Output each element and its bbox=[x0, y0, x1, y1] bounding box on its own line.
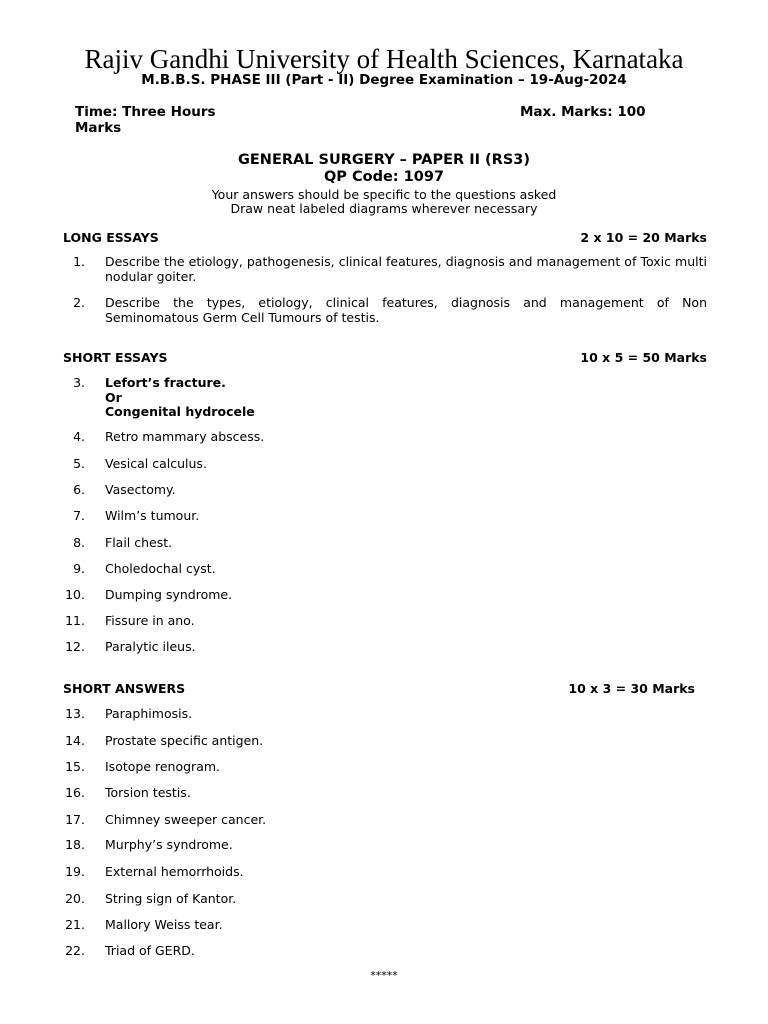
question-item bbox=[63, 296, 707, 325]
question-item bbox=[63, 786, 707, 801]
question-number: 12. bbox=[65, 639, 85, 654]
question-text: Flail chest. bbox=[105, 535, 173, 550]
section-title-short-essays: SHORT ESSAYS bbox=[63, 350, 168, 365]
question-text: Fissure in ano. bbox=[105, 613, 195, 628]
question-number: 22. bbox=[65, 943, 85, 958]
subject-title: GENERAL SURGERY – PAPER II (RS3) bbox=[238, 152, 530, 168]
question-number: 7. bbox=[73, 508, 85, 523]
end-of-paper-mark: ***** bbox=[370, 969, 398, 982]
question-text: Paraphimosis. bbox=[105, 706, 193, 721]
question-number: 3. bbox=[73, 375, 85, 390]
choice-a: Lefort’s fracture. bbox=[105, 375, 226, 390]
section-marks-short-essays: 10 x 5 = 50 Marks bbox=[580, 350, 707, 365]
question-text: Describe the etiology, pathogenesis, clinical features, diagnosis and management of Toxic multi nodular goiter. bbox=[105, 254, 707, 284]
question-text: Paralytic ileus. bbox=[105, 639, 196, 654]
university-name: Rajiv Gandhi University of Health Sciences, Karnataka bbox=[84, 44, 684, 74]
question-item bbox=[63, 483, 707, 498]
question-number: 19. bbox=[65, 864, 85, 879]
question-number: 11. bbox=[65, 613, 85, 628]
question-item bbox=[63, 918, 707, 933]
section-marks-long-essays: 2 x 10 = 20 Marks bbox=[580, 230, 707, 245]
question-number: 9. bbox=[73, 561, 85, 576]
question-number: 21. bbox=[65, 917, 85, 932]
question-number: 10. bbox=[65, 587, 85, 602]
question-item bbox=[63, 892, 707, 907]
time-info bbox=[75, 104, 275, 136]
question-item bbox=[63, 865, 707, 880]
question-text: Mallory Weiss tear. bbox=[105, 917, 223, 932]
instruction-specific: Your answers should be specific to the questions asked bbox=[211, 187, 557, 202]
question-text: Vasectomy. bbox=[105, 482, 176, 497]
question-number: 13. bbox=[65, 706, 85, 721]
question-number: 6. bbox=[73, 482, 85, 497]
question-number: 2. bbox=[73, 295, 85, 310]
question-number: 17. bbox=[65, 812, 85, 827]
question-number: 14. bbox=[65, 733, 85, 748]
question-item bbox=[63, 509, 707, 524]
question-text bbox=[105, 376, 707, 420]
question-item bbox=[63, 376, 707, 420]
section-title-long-essays: LONG ESSAYS bbox=[63, 230, 159, 245]
question-text: String sign of Kantor. bbox=[105, 891, 237, 906]
question-text: Vesical calculus. bbox=[105, 456, 207, 471]
question-text: Prostate specific antigen. bbox=[105, 733, 264, 748]
instruction-diagrams: Draw neat labeled diagrams wherever necessary bbox=[230, 201, 538, 216]
time-line: Time: Three Hours bbox=[75, 104, 216, 120]
question-text: Chimney sweeper cancer. bbox=[105, 812, 267, 827]
question-number: 15. bbox=[65, 759, 85, 774]
exam-title: M.B.B.S. PHASE III (Part - II) Degree Examination – 19-Aug-2024 bbox=[141, 72, 627, 88]
question-text: Isotope renogram. bbox=[105, 759, 221, 774]
question-item bbox=[63, 430, 707, 445]
question-text: Retro mammary abscess. bbox=[105, 429, 265, 444]
section-title-short-answers: SHORT ANSWERS bbox=[63, 681, 186, 696]
question-text: Triad of GERD. bbox=[105, 943, 195, 958]
question-item bbox=[63, 734, 707, 749]
question-item bbox=[63, 255, 707, 284]
question-number: 1. bbox=[73, 254, 85, 269]
question-item bbox=[63, 838, 707, 853]
question-text: Dumping syndrome. bbox=[105, 587, 233, 602]
question-number: 8. bbox=[73, 535, 85, 550]
question-item bbox=[63, 640, 707, 655]
question-number: 4. bbox=[73, 429, 85, 444]
question-item bbox=[63, 813, 707, 828]
choice-b: Congenital hydrocele bbox=[105, 404, 255, 419]
question-number: 5. bbox=[73, 456, 85, 471]
question-item bbox=[63, 614, 707, 629]
question-item bbox=[63, 562, 707, 577]
question-item bbox=[63, 707, 707, 722]
question-number: 18. bbox=[65, 837, 85, 852]
question-text: Murphy’s syndrome. bbox=[105, 837, 233, 852]
max-marks: Max. Marks: 100 bbox=[520, 104, 646, 120]
question-item bbox=[63, 457, 707, 472]
question-number: 16. bbox=[65, 785, 85, 800]
choice-or: Or bbox=[105, 389, 122, 405]
question-text: Describe the types, etiology, clinical features, diagnosis and management of Non Seminomatous Germ Cell Tumours of testis. bbox=[105, 295, 707, 325]
question-item bbox=[63, 536, 707, 551]
question-item bbox=[63, 944, 707, 959]
qp-code: QP Code: 1097 bbox=[323, 169, 445, 185]
question-text: Wilm’s tumour. bbox=[105, 508, 200, 523]
question-text: Choledochal cyst. bbox=[105, 561, 216, 576]
time-marks-line: Marks bbox=[75, 120, 122, 136]
question-text: Torsion testis. bbox=[105, 785, 191, 800]
question-number: 20. bbox=[65, 891, 85, 906]
question-item bbox=[63, 760, 707, 775]
section-marks-short-answers: 10 x 3 = 30 Marks bbox=[568, 681, 695, 696]
question-text: External hemorrhoids. bbox=[105, 864, 244, 879]
question-item bbox=[63, 588, 707, 603]
